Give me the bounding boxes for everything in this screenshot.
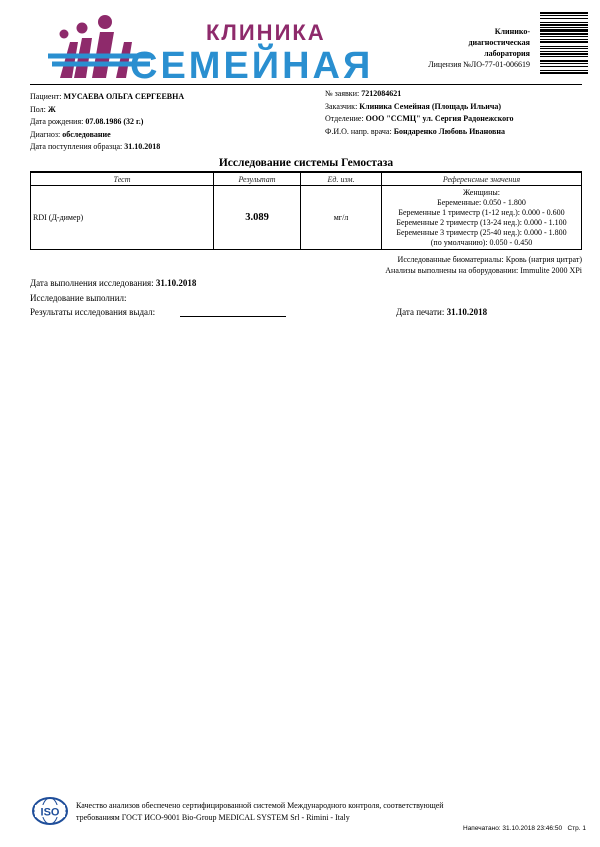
signature-line bbox=[180, 316, 286, 317]
lab-title-line: диагностическая bbox=[468, 38, 530, 47]
done-date: 31.10.2018 bbox=[155, 278, 197, 288]
iso-logo bbox=[30, 796, 70, 826]
done-date-label: Дата выполнения исследования: bbox=[30, 278, 154, 288]
sex-label: Пол: bbox=[30, 104, 46, 114]
table-header-row bbox=[31, 173, 582, 186]
lab-title-line: лаборатория bbox=[484, 49, 530, 58]
barcode-bar bbox=[540, 60, 588, 62]
doctor-name: Бондаренко Любовь Ивановна bbox=[393, 126, 505, 136]
result-value: 3.089 bbox=[214, 186, 301, 250]
lab-title-line: Клинико- bbox=[494, 27, 530, 36]
done-date-line bbox=[30, 278, 196, 288]
barcode-bar bbox=[540, 15, 588, 16]
barcode-bar bbox=[540, 66, 588, 67]
received-label: Дата поступления образца: bbox=[30, 142, 123, 151]
patient-dob-line bbox=[30, 116, 184, 129]
doctor-line bbox=[325, 126, 514, 139]
reference-line: Женщины: bbox=[463, 188, 500, 197]
patient-dob: 07.08.1986 (32 г.) bbox=[85, 117, 144, 126]
quality-line: Качество анализов обеспечено сертифицированной системой Международного контроля, соответствующей bbox=[76, 801, 444, 810]
patient-name-line bbox=[30, 91, 184, 104]
test-name: RDI (Д-димер) bbox=[31, 186, 214, 250]
patient-info bbox=[30, 91, 184, 154]
barcode bbox=[540, 12, 588, 74]
barcode-bar bbox=[540, 33, 588, 35]
order-number: 7212084621 bbox=[361, 89, 402, 98]
order-number-line bbox=[325, 88, 514, 101]
barcode-bar bbox=[540, 63, 588, 64]
customer-name: Клиника Семейная (Площадь Ильича) bbox=[359, 101, 502, 111]
column-header-unit: Ед. изм. bbox=[301, 173, 382, 186]
barcode-bar bbox=[540, 12, 588, 14]
results-table bbox=[30, 172, 582, 250]
biomaterial-note: Исследованные биоматериалы: Кровь (натрия цитрат) bbox=[397, 255, 582, 264]
clinic-logo bbox=[30, 8, 390, 86]
done-by-label: Исследование выполнил: bbox=[30, 293, 127, 303]
barcode-bar bbox=[540, 41, 588, 43]
barcode-bar bbox=[540, 18, 588, 19]
department-line bbox=[325, 113, 514, 126]
patient-diagnosis-line bbox=[30, 129, 184, 142]
dob-label: Дата рождения: bbox=[30, 117, 84, 126]
reference-line: Беременные 2 триместр (13-24 нед.): 0.000 - 1.100 bbox=[396, 218, 567, 227]
logo-main-text: СЕМЕЙНАЯ bbox=[130, 45, 374, 86]
barcode-bar bbox=[540, 36, 588, 37]
sample-received-line bbox=[30, 141, 184, 154]
barcode-graphic bbox=[540, 12, 588, 74]
barcode-bar bbox=[540, 72, 588, 74]
column-header-result: Результат bbox=[214, 173, 301, 186]
quality-line: требованиям ГОСТ ИСО-9001 Bio-Group MEDICAL SYSTEM Srl - Rimini - Italy bbox=[76, 813, 350, 822]
license-number: Лицензия №ЛО-77-01-006619 bbox=[428, 60, 530, 69]
logo-top-text: КЛИНИКА bbox=[206, 20, 326, 45]
customer-label: Заказчик: bbox=[325, 101, 358, 111]
customer-line bbox=[325, 101, 514, 114]
study-title: Исследование системы Гемостаза bbox=[218, 157, 394, 169]
iso-logo-graphic bbox=[30, 796, 70, 826]
sample-received-date: 31.10.2018 bbox=[124, 142, 161, 151]
header-divider bbox=[30, 84, 582, 85]
reference-values bbox=[382, 186, 582, 250]
barcode-bar bbox=[540, 51, 588, 52]
barcode-bar bbox=[540, 70, 588, 71]
barcode-bar bbox=[540, 27, 588, 28]
print-date-line bbox=[396, 307, 487, 317]
reference-line: (по умолчанию): 0.050 - 0.450 bbox=[430, 238, 533, 247]
order-info bbox=[325, 88, 514, 138]
reference-line: Беременные: 0.050 - 1.800 bbox=[437, 198, 526, 207]
barcode-bar bbox=[540, 53, 588, 55]
diagnosis-label: Диагноз: bbox=[30, 129, 61, 139]
lab-title bbox=[420, 26, 530, 59]
barcode-bar bbox=[540, 29, 588, 32]
print-date-label: Дата печати: bbox=[396, 307, 445, 317]
printed-at bbox=[300, 825, 586, 832]
barcode-bar bbox=[540, 22, 588, 23]
patient-diagnosis: обследование bbox=[62, 129, 111, 139]
equipment-note: Анализы выполнены на оборудовании: Immulite 2000 XPi bbox=[385, 266, 582, 275]
iso-logo-text: ISO bbox=[40, 806, 60, 819]
unit: мг/л bbox=[301, 186, 382, 250]
printed-at-text: Напечатано: 31.10.2018 23:46:50 bbox=[463, 825, 563, 832]
page-number: Стр. 1 bbox=[567, 825, 586, 832]
quality-statement bbox=[76, 800, 576, 824]
table-row bbox=[31, 186, 582, 250]
order-number-label: № заявки: bbox=[325, 89, 360, 98]
barcode-bar bbox=[540, 56, 588, 57]
department-name: ООО "ССМЦ" ул. Сергия Радонежского bbox=[365, 114, 514, 123]
patient-sex-line bbox=[30, 104, 184, 117]
patient-sex: Ж bbox=[47, 104, 56, 114]
barcode-bar bbox=[540, 46, 588, 47]
reference-line: Беременные 3 триместр (25-40 нед.): 0.000 - 1.800 bbox=[396, 228, 567, 237]
issued-by-label: Результаты исследования выдал: bbox=[30, 307, 156, 317]
patient-name: МУСАЕВА ОЛЬГА СЕРГЕЕВНА bbox=[63, 92, 185, 101]
column-header-reference: Референсные значения bbox=[382, 173, 582, 186]
print-date: 31.10.2018 bbox=[446, 307, 488, 317]
barcode-bar bbox=[540, 24, 588, 26]
clinic-logo-graphic bbox=[30, 8, 390, 86]
department-label: Отделение: bbox=[325, 114, 364, 123]
column-header-test: Тест bbox=[31, 173, 214, 186]
doctor-label: Ф.И.О. напр. врача: bbox=[325, 126, 392, 136]
barcode-bar bbox=[540, 39, 588, 40]
barcode-bar bbox=[540, 48, 588, 49]
reference-line: Беременные 1 триместр (1-12 нед.): 0.000 - 0.600 bbox=[398, 208, 565, 217]
patient-label: Пациент: bbox=[30, 92, 62, 101]
